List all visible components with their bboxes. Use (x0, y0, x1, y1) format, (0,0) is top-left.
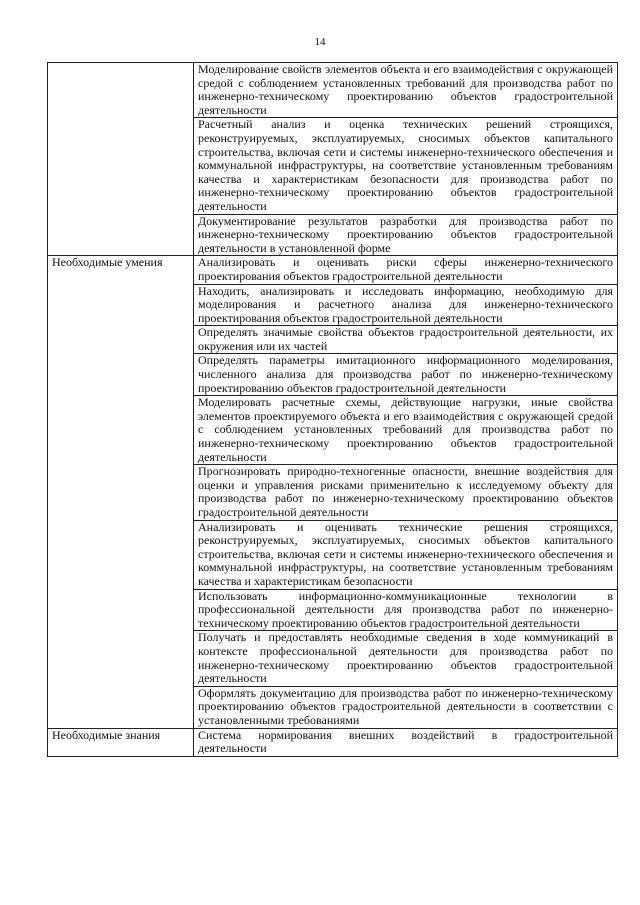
table-cell: Получать и предоставлять необходимые сведения в ходе коммуникаций в контексте профессиональной деятельности для производства работ по инженерно-техническому проектированию объектов градостроительной деятельности (194, 631, 618, 686)
table-row (48, 728, 618, 756)
section-label-skills: Необходимые умения (48, 256, 194, 728)
table-cell: Анализировать и оценивать технические решения строящихся, реконструируемых, эксплуатируемых, сносимых объектов капитального строительства, включая сети и системы инженерно-технического обеспечения и коммунальной инфраструктуры, на соответствие установленным требованиям качества и характеристикам безопасности (194, 520, 618, 589)
table-cell: Расчетный анализ и оценка технических решений строящихся, реконструируемых, эксплуатируемых, сносимых объектов капитального строительства, включая сети и системы инженерно-технического обеспечения и коммунальной инфраструктуры, на соответствие установленным требованиям качества и характеристикам безопасности для производства работ по инженерно-техническому проектированию объектов градостроительной деятельности (194, 118, 618, 214)
section-label (48, 63, 194, 256)
table-cell: Документирование результатов разработки для производства работ по инженерно-техническому проектированию объектов градостроительной деятельности в установленной форме (194, 214, 618, 256)
table-cell: Находить, анализировать и исследовать информацию, необходимую для моделирования и расчетного анализа для инженерно-технического проектирования объектов градостроительной деятельности (194, 284, 618, 326)
table-cell: Определять параметры имитационного информационного моделирования, численного анализа для производства работ по инженерно-техническому проектированию объектов градостроительной деятельности (194, 354, 618, 396)
page-number: 14 (314, 36, 326, 48)
table-cell: Определять значимые свойства объектов градостроительной деятельности, их окружения или их частей (194, 326, 618, 354)
table-row (48, 63, 618, 118)
table-cell: Система нормирования внешних воздействий в градостроительной деятельности (194, 728, 618, 756)
table-row (48, 256, 618, 284)
table-cell: Прогнозировать природно-техногенные опасности, внешние воздействия для оценки и управления рисками применительно к исследуемому объекту для производства работ по инженерно-техническому проектированию объектов градостроительной деятельности (194, 465, 618, 520)
table-cell: Использовать информационно-коммуникационные технологии в профессиональной деятельности для производства работ по инженерно-техническому проектированию объектов градостроительной деятельности (194, 589, 618, 631)
section-label-knowledge: Необходимые знания (48, 728, 194, 756)
table-cell: Оформлять документацию для производства работ по инженерно-техническому проектированию объектов градостроительной деятельности в соответствии с установленными требованиями (194, 686, 618, 728)
requirements-table (47, 62, 618, 757)
table-cell: Анализировать и оценивать риски сферы инженерно-технического проектирования объектов градостроительной деятельности (194, 256, 618, 284)
table-cell: Моделировать расчетные схемы, действующие нагрузки, иные свойства элементов проектируемого объекта и его взаимодействия с окружающей средой с соблюдением установленных требований для производства работ по инженерно-техническому проектированию объектов градостроительной деятельности (194, 396, 618, 465)
table-cell: Моделирование свойств элементов объекта и его взаимодействия с окружающей средой с соблюдением установленных требований для производства работ по инженерно-техническому проектированию объектов градостроительной деятельности (194, 63, 618, 118)
